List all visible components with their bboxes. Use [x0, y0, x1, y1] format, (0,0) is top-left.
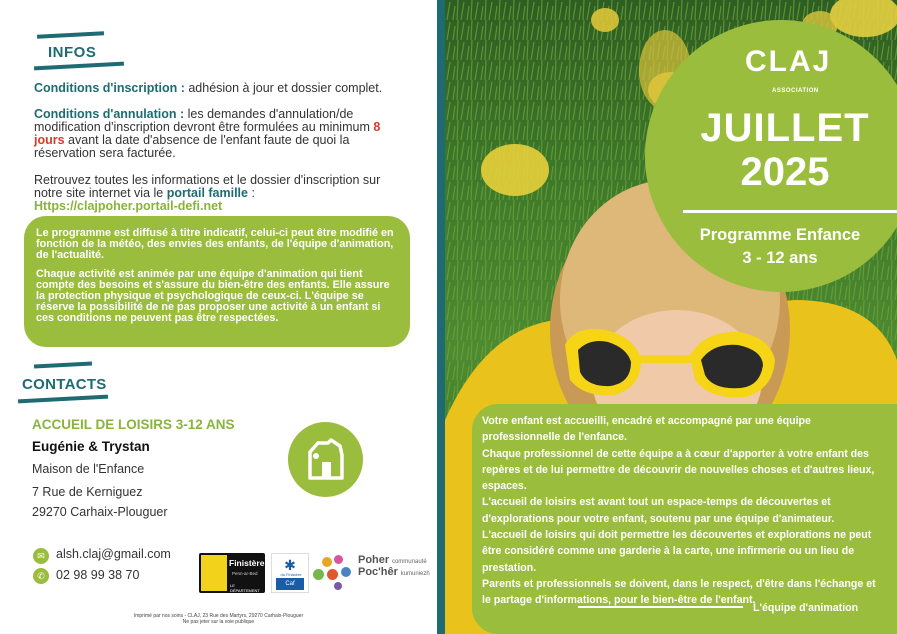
claj-logo: CLAJ: [745, 45, 832, 78]
finistere-crest-icon: [201, 555, 227, 591]
contacts-heading-underline: [18, 395, 108, 404]
portail-label: portail famille: [166, 186, 248, 200]
inscription-conditions: [34, 82, 404, 95]
infos-heading-bar: [37, 31, 104, 39]
contact-names: Eugénie & Trystan: [32, 439, 150, 454]
finistere-logo-text: Finistère: [229, 558, 265, 568]
infos-heading-underline: [34, 62, 124, 71]
portal-info: [34, 174, 404, 213]
about-paragraph-3: L'accueil de loisirs est avant tout un espace-temps de découvertes et d'explorations pour votre enfant, soutenu par une équipe d'animateur.: [482, 496, 835, 525]
phone-link[interactable]: 02 98 99 38 70: [56, 568, 140, 582]
cover-divider: [683, 210, 897, 213]
house-icon: [288, 422, 363, 497]
about-paragraph-5: Parents et professionnels se doivent, dans le respect, d'être dans l'échange et le partage d'informations, pour le bien-être de l'enfant.: [482, 577, 876, 607]
address-line-2: 7 Rue de Kerniguez: [32, 485, 143, 499]
page-spine: [437, 0, 445, 634]
inscription-label: Conditions d'inscription :: [34, 81, 185, 95]
finistere-logo-sub: Penn-ar-Bed: [232, 571, 258, 576]
annulation-days: 8 jours: [34, 120, 381, 147]
cover-year: 2025: [740, 150, 830, 194]
cover-ages: 3 - 12 ans: [742, 249, 818, 267]
pocher-name: Poc'hêr: [358, 566, 398, 578]
about-paragraph-2: Chaque professionnel de cette équipe a à cœur d'apporter à votre enfant des repères et de lui permettre de découvrir de nouvelles choses et d'autres lieux, espaces.: [482, 447, 875, 493]
portail-colon: :: [248, 186, 255, 200]
contacts-title: CONTACTS: [22, 376, 107, 393]
info-panel: [0, 0, 437, 634]
caf-logo-sub: du Finistère: [280, 572, 302, 577]
notice-box: [24, 216, 410, 347]
annulation-text-1: les demandes d'annulation/de modification d'inscription devront être formulées au minimum: [34, 107, 374, 134]
claj-logo-subtitle: ASSOCIATION: [772, 88, 819, 94]
address-line-1: Maison de l'Enfance: [32, 462, 145, 476]
notice-paragraph-2: Chaque activité est animée par une équipe d'animation qui tient compte des besoins et s'assure du bien-être des enfants. Elle assure la protection physique et psychologique de ceux-ci. L'équipe se réserve la possibilité de ne pas proposer une activité à un enfant si ces conditions ne peuvent pas être respectées.: [36, 268, 390, 324]
email-icon: ✉: [33, 548, 49, 564]
contacts-heading-bar: [34, 361, 92, 368]
about-paragraph-1: Votre enfant est accueilli, encadré et accompagné par une équipe professionnelle de l'enfance.: [482, 415, 811, 444]
caf-logo-text: Caf: [276, 578, 304, 590]
annulation-text-2: avant la date d'absence de l'enfant faute de quoi la réservation sera facturée.: [34, 133, 350, 160]
phone-icon: ✆: [33, 568, 49, 584]
poher-logo-text: [358, 555, 430, 579]
finistere-logo-dept: LE DÉPARTEMENT: [230, 583, 260, 593]
caf-logo: [271, 553, 309, 593]
cover-month: JUILLET: [700, 106, 870, 150]
cancellation-conditions: [34, 108, 404, 160]
about-text: [482, 413, 882, 609]
annulation-label: Conditions d'annulation :: [34, 107, 185, 121]
service-name: ACCUEIL DE LOISIRS 3-12 ANS: [32, 417, 235, 432]
pocher-sub: kumuniezh: [400, 571, 430, 577]
portal-link[interactable]: Https://clajpoher.portail-defi.net: [34, 199, 223, 213]
poher-name: Poher: [358, 554, 390, 566]
retrouvez-text: Retrouvez toutes les informations et le dossier d'inscription sur notre site internet via le: [34, 173, 381, 200]
poher-sub: communauté: [391, 559, 427, 565]
finistere-logo: [199, 553, 265, 593]
footer-line-2: Ne pas jeter sur la voie publique: [182, 619, 255, 625]
about-paragraph-4: L'accueil de loisirs qui doit permettre les découvertes et explorations ne peut être considéré comme une garderie à la carte, une infirmerie ou un lieu de prestation.: [482, 529, 872, 574]
footer-line-1: Imprimé par nos soins - CLAJ, 23 Rue des Martyrs, 29270 Carhaix-Plouguer: [133, 613, 304, 619]
team-signature: L'équipe d'animation: [753, 602, 859, 614]
signature-divider: [578, 606, 743, 608]
caf-star-icon: ✱: [284, 557, 296, 573]
cover-program: Programme Enfance: [699, 226, 861, 244]
notice-paragraph-1: Le programme est diffusé à titre indicatif, celui-ci peut être modifié en fonction de la météo, des envies des enfants, de l'équipe d'animation, de l'actualité.: [36, 227, 394, 261]
email-link[interactable]: alsh.claj@gmail.com: [56, 547, 171, 561]
address-line-3: 29270 Carhaix-Plouguer: [32, 505, 168, 519]
inscription-text: adhésion à jour et dossier complet.: [184, 81, 383, 95]
infos-title: INFOS: [48, 44, 97, 61]
